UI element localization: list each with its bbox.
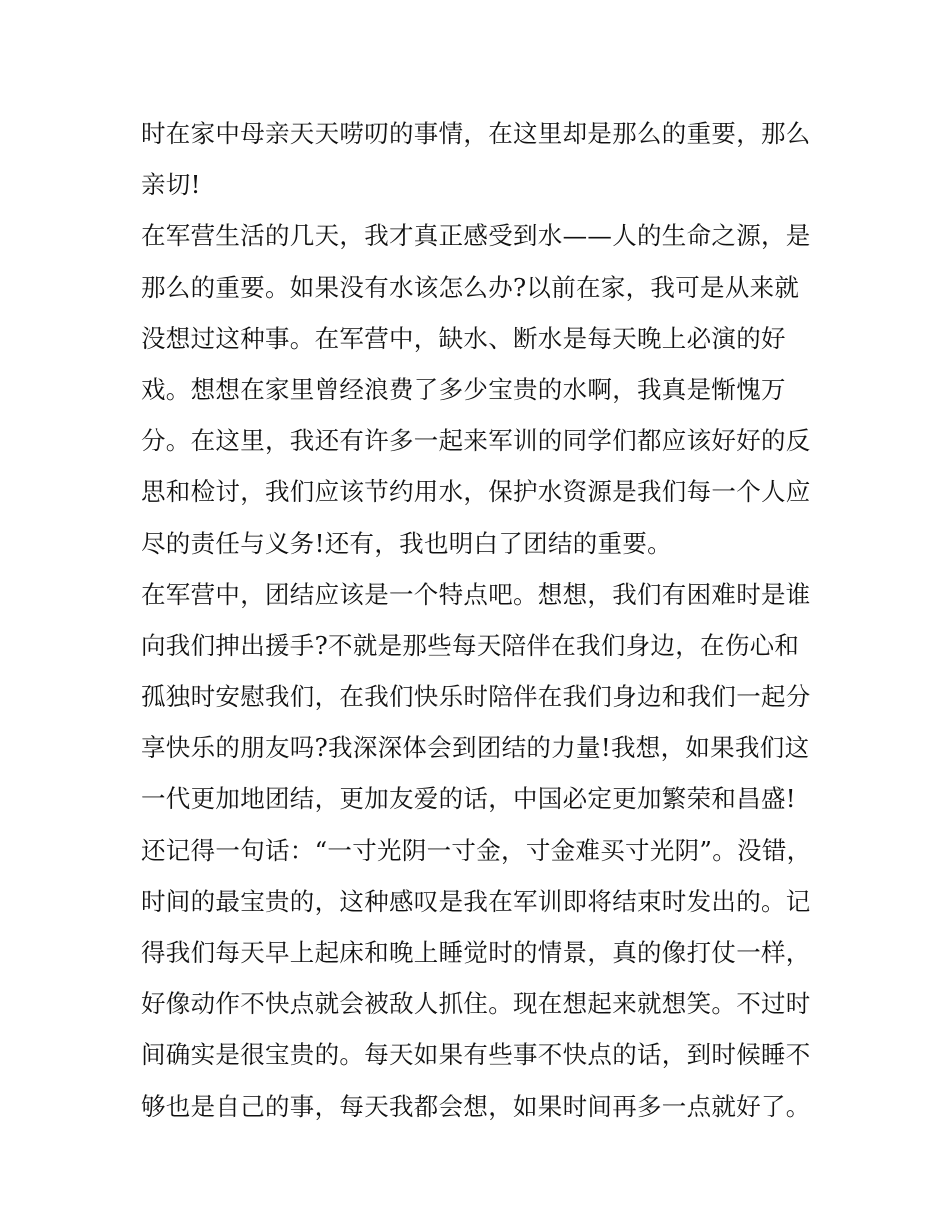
text-line: 没想过这种事。在军营中，缺水、断水是每天晚上必演的好 xyxy=(141,323,786,353)
text-line: 分。在这里，我还有许多一起来军训的同学们都应该好好的反 xyxy=(141,426,811,456)
text-line: 在军营中，团结应该是一个特点吧。想想，我们有困难时是谁 xyxy=(141,579,811,609)
text-line: 间确实是很宝贵的。每天如果有些事不快点的话，到时候睡不 xyxy=(141,1040,811,1070)
text-line: 得我们每天早上起床和晚上睡觉时的情景，真的像打仗一样， xyxy=(141,938,811,967)
text-line: 好像动作不快点就会被敌人抓住。现在想起来就想笑。不过时 xyxy=(141,989,811,1019)
text-line: 尽的责任与义务!还有，我也明白了团结的重要。 xyxy=(141,528,672,558)
text-line: 向我们抻出援手?不就是那些每天陪伴在我们身边，在伤心和 xyxy=(141,630,800,660)
text-line: 亲切! xyxy=(141,170,201,200)
text-line: 思和检讨，我们应该节约用水，保护水资源是我们每一个人应 xyxy=(141,477,811,507)
text-line: 那么的重要。如果没有水该怎么办?以前在家，我可是从来就 xyxy=(141,272,800,302)
text-line: 一代更加地团结，更加友爱的话，中国必定更加繁荣和昌盛! xyxy=(141,784,796,814)
text-line: 孤独时安慰我们，在我们快乐时陪伴在我们身边和我们一起分 xyxy=(141,682,811,712)
text-line: 享快乐的朋友吗?我深深体会到团结的力量!我想，如果我们这 xyxy=(141,733,810,763)
text-line: 时间的最宝贵的，这种感叹是我在军训即将结束时发出的。记 xyxy=(141,886,811,916)
text-line: 够也是自己的事，每天我都会想，如果时间再多一点就好了。 xyxy=(141,1091,811,1121)
text-line: 时在家中母亲天天唠叨的事情，在这里却是那么的重要，那么 xyxy=(141,119,811,148)
body-text xyxy=(141,108,816,1132)
text-line: 戏。想想在家里曾经浪费了多少宝贵的水啊，我真是惭愧万 xyxy=(141,374,786,404)
text-line: 还记得一句话：“一寸光阴一寸金，寸金难买寸光阴”。没错， xyxy=(141,835,812,865)
text-line: 在军营生活的几天，我才真正感受到水——人的生命之源，是 xyxy=(141,221,811,251)
